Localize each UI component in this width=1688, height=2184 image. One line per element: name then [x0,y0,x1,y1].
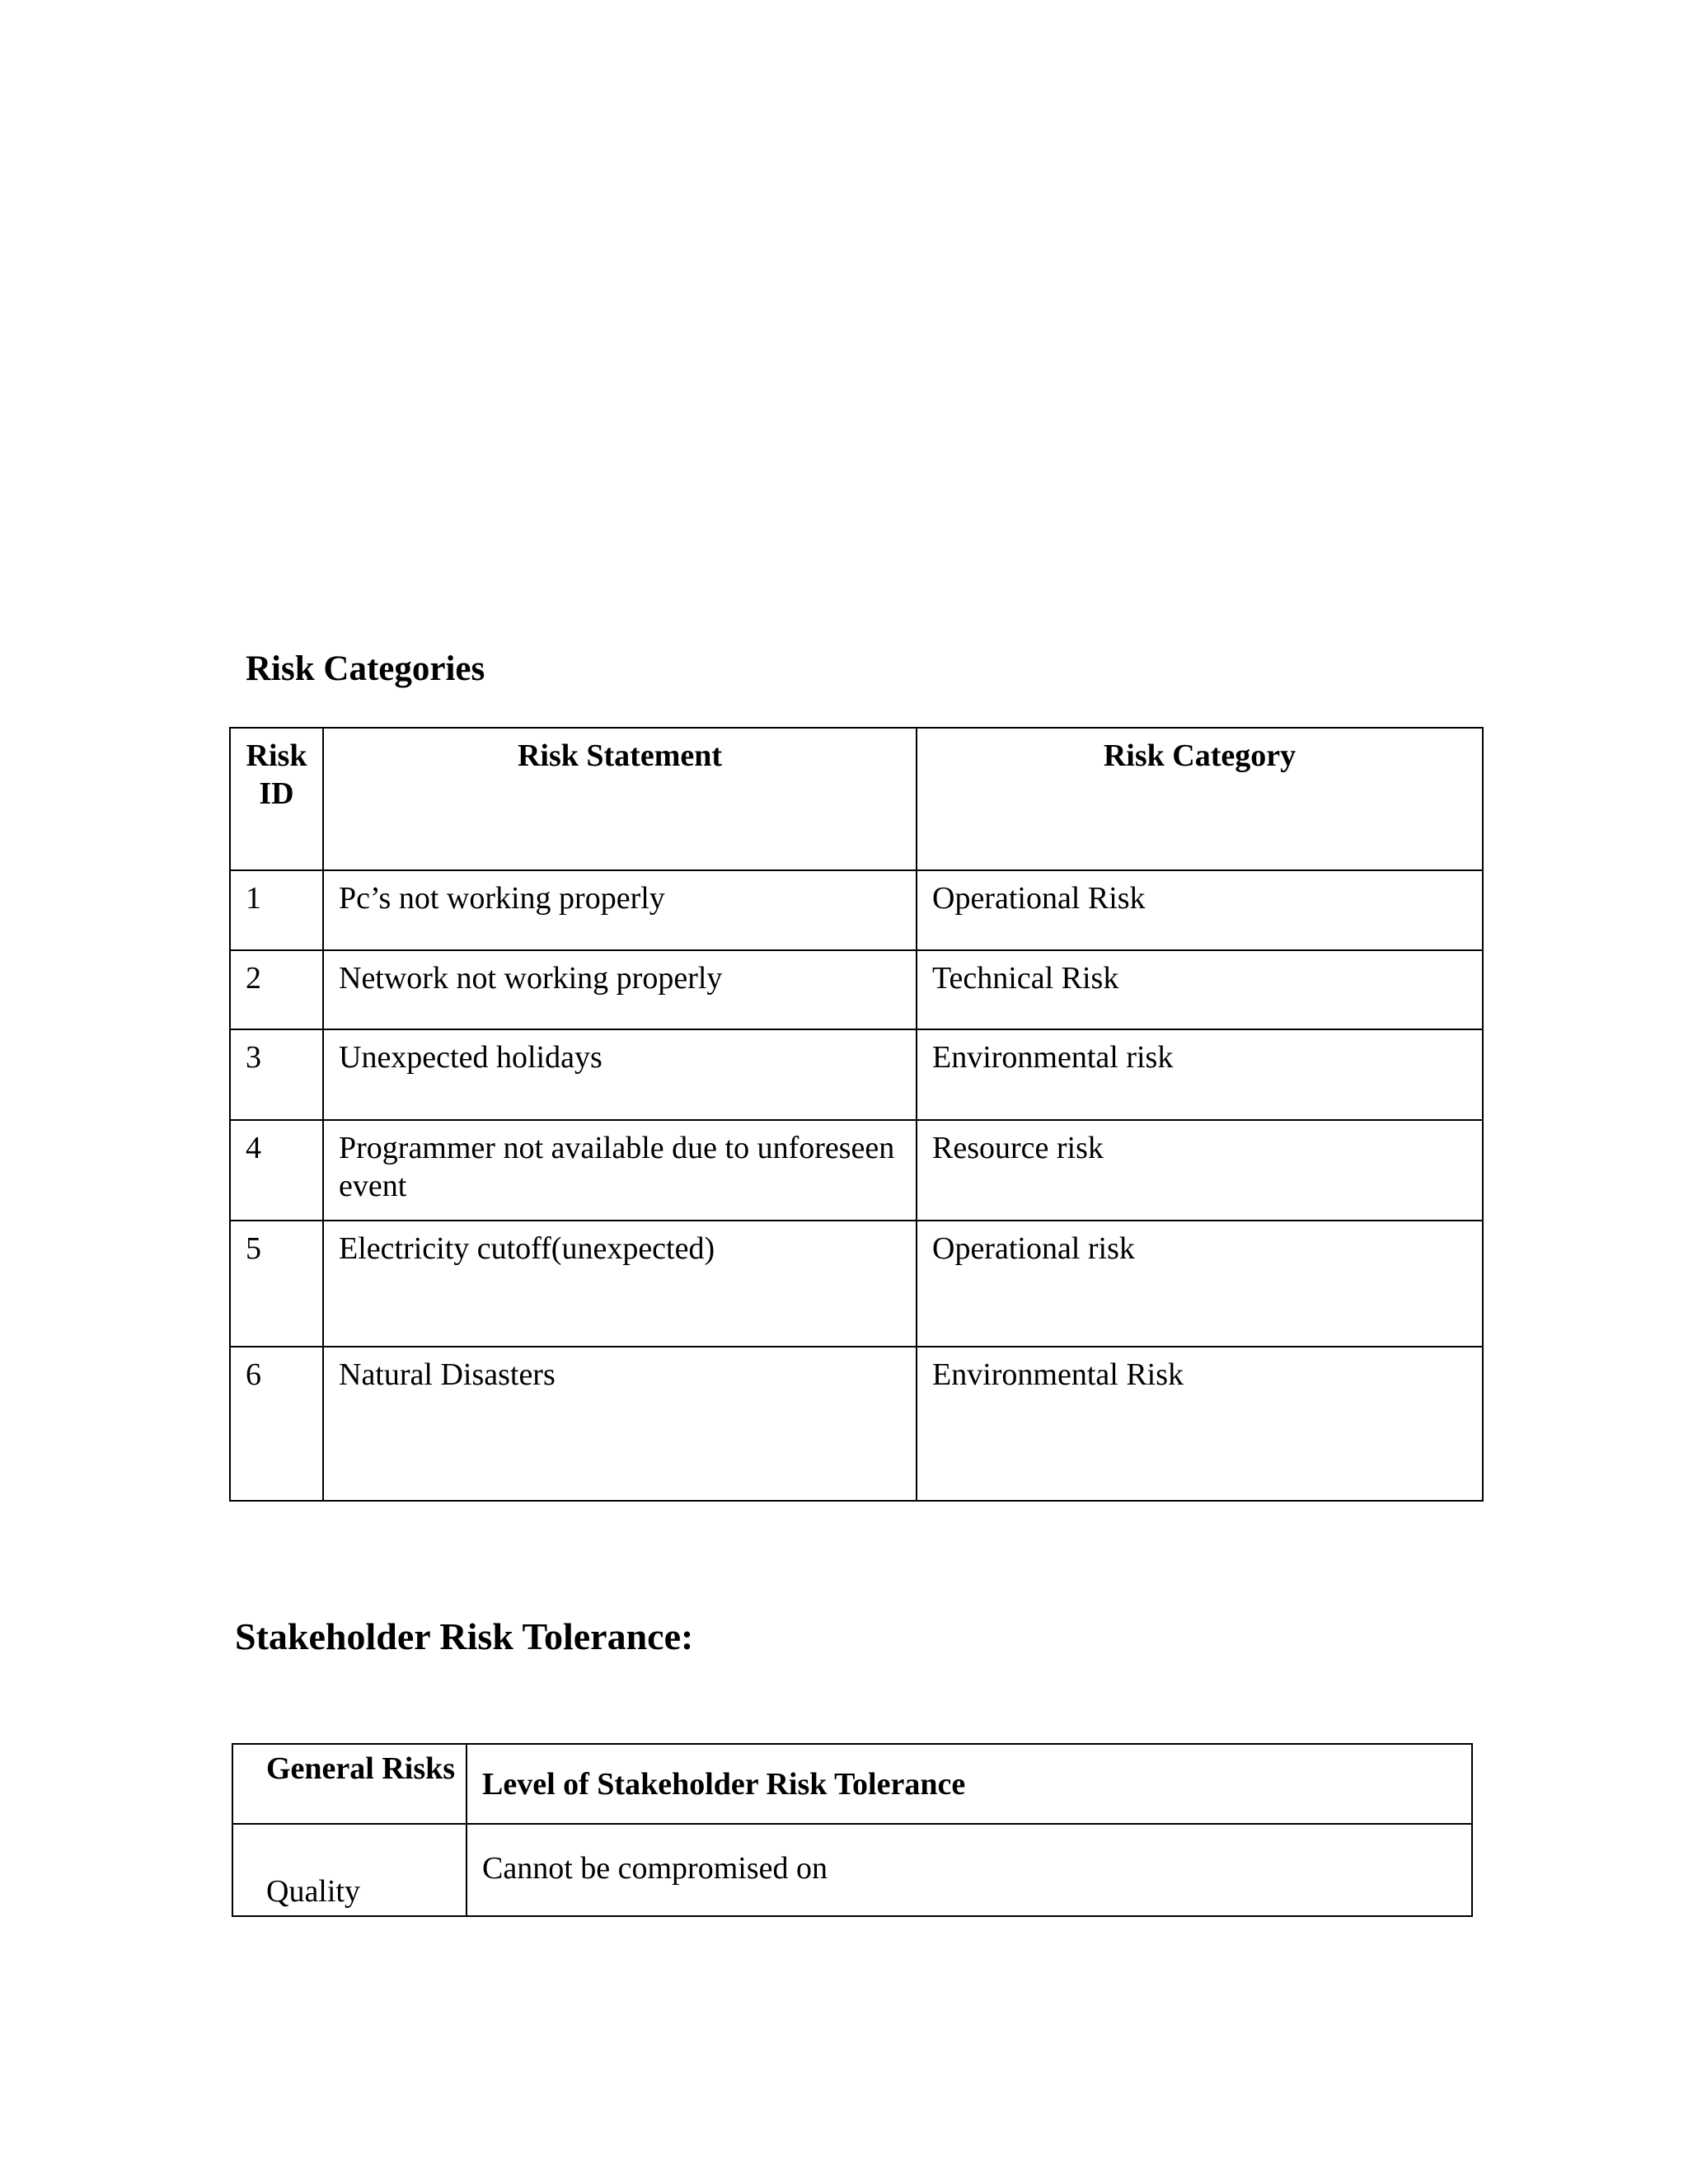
risk-id-cell: 2 [230,950,323,1029]
stakeholder-risk-tolerance-heading: Stakeholder Risk Tolerance: [235,1615,694,1657]
table-header-row [232,1744,1472,1824]
risk-category-cell: Environmental Risk [917,1347,1483,1501]
risk-statement-header: Risk Statement [323,728,917,870]
risk-category-cell: Operational Risk [917,870,1483,950]
risk-id-cell: 4 [230,1120,323,1221]
table-row [230,1221,1483,1347]
table-row [230,950,1483,1029]
risk-category-cell: Resource risk [917,1120,1483,1221]
risk-categories-table [229,727,1484,1502]
risk-id-cell: 3 [230,1029,323,1120]
risk-category-header: Risk Category [917,728,1483,870]
risk-statement-cell: Electricity cutoff(unexpected) [323,1221,917,1347]
risk-statement-cell: Natural Disasters [323,1347,917,1501]
risk-categories-heading: Risk Categories [246,649,485,688]
risk-statement-cell: Pc’s not working properly [323,870,917,950]
risk-statement-cell: Network not working properly [323,950,917,1029]
risk-id-cell: 1 [230,870,323,950]
risk-category-cell: Operational risk [917,1221,1483,1347]
table-row [230,1347,1483,1501]
table-header-row [230,728,1483,870]
tolerance-level-cell: Cannot be compromised on [467,1824,1472,1916]
general-risk-cell: Quality [232,1824,467,1916]
table-row [232,1824,1472,1916]
general-risks-header: General Risks [232,1744,467,1824]
risk-statement-cell: Programmer not available due to unforeseen event [323,1120,917,1221]
risk-category-cell: Technical Risk [917,950,1483,1029]
risk-id-cell: 6 [230,1347,323,1501]
risk-category-cell: Environmental risk [917,1029,1483,1120]
table-row [230,870,1483,950]
table-row [230,1120,1483,1221]
table-row [230,1029,1483,1120]
tolerance-level-header: Level of Stakeholder Risk Tolerance [467,1744,1472,1824]
risk-statement-cell: Unexpected holidays [323,1029,917,1120]
risk-id-header: Risk ID [230,728,323,870]
risk-id-cell: 5 [230,1221,323,1347]
stakeholder-tolerance-table [232,1743,1473,1917]
